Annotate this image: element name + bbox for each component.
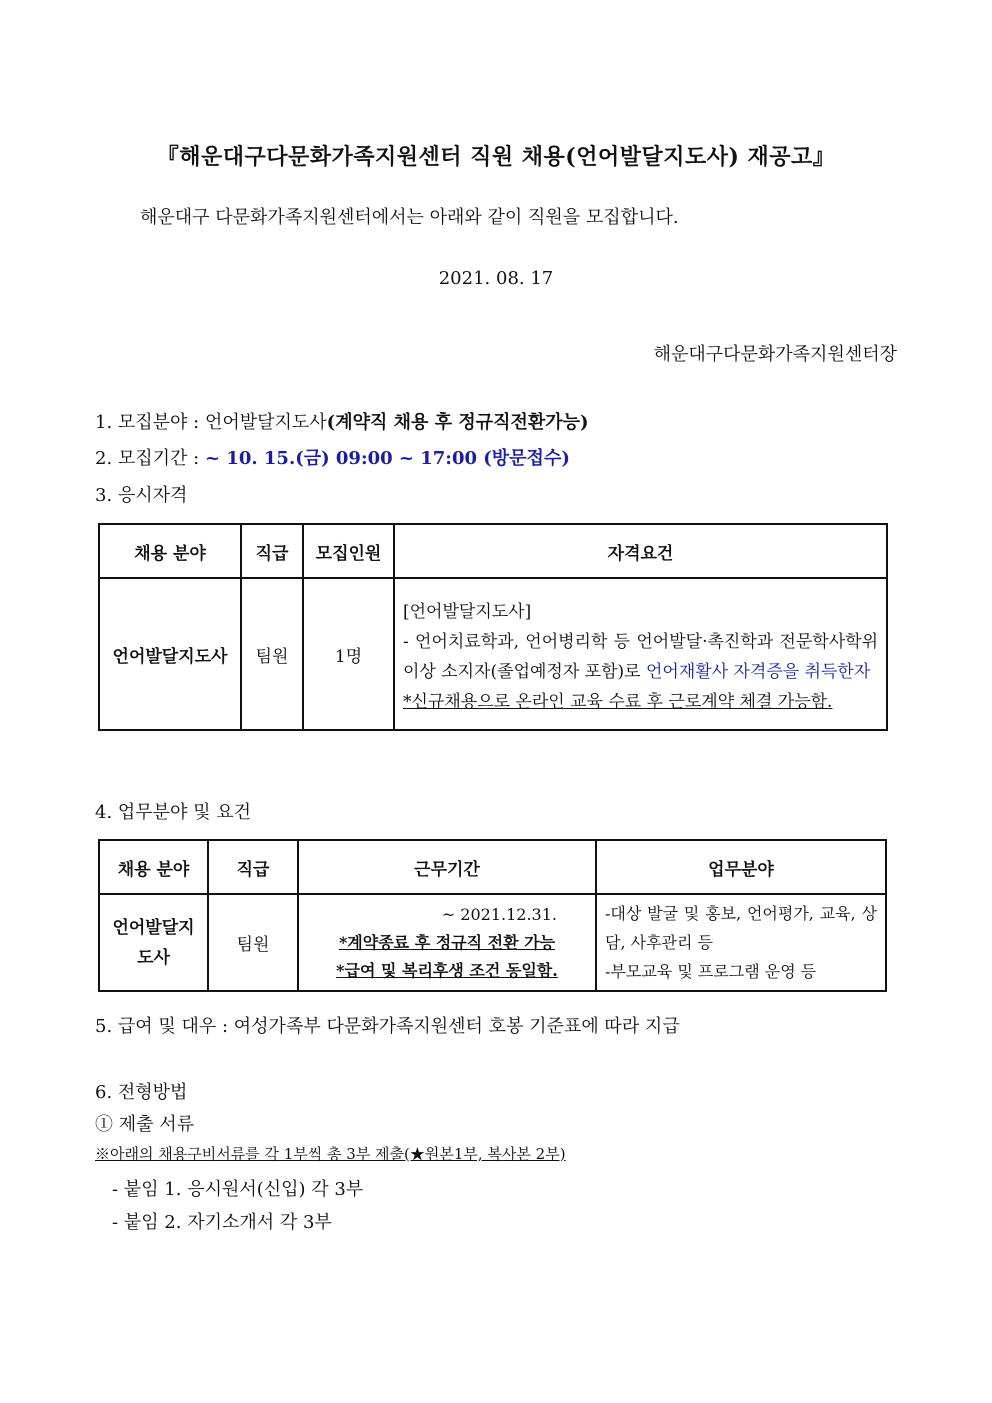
cell-qualification [394, 578, 887, 730]
period-end: ~ 2021.12.31. [441, 904, 557, 924]
header-qualification: 자격요건 [394, 524, 887, 578]
cell-count: 1명 [303, 578, 394, 730]
item-qualification: 3. 응시자격 [95, 485, 188, 506]
attachment-2: - 붙임 2. 자기소개서 각 3부 [112, 1212, 332, 1233]
cell-rank: 팀원 [208, 894, 298, 991]
item-recruit-field-condition: (계약직 채용 후 정규직전환가능) [326, 412, 589, 433]
header-count: 모집인원 [303, 524, 394, 578]
cell-duty [596, 894, 886, 991]
qual-heading: [언어발달지도사] [403, 602, 532, 622]
item-selection: 6. 전형방법 [95, 1082, 188, 1103]
period-note-2: *급여 및 복리후생 조건 동일함. [336, 960, 558, 980]
header-rank: 직급 [208, 840, 298, 894]
item-recruit-field [95, 408, 589, 434]
cell-rank: 팀원 [241, 578, 303, 730]
item-salary: 5. 급여 및 대우 : 여성가족부 다문화가족지원센터 호봉 기준표에 따라 지급 [95, 1016, 680, 1037]
table-header-row [99, 840, 886, 894]
table-row [99, 894, 886, 991]
cell-field: 언어발달지도사 [99, 894, 208, 991]
item-recruit-period [95, 444, 570, 470]
header-period: 근무기간 [298, 840, 596, 894]
cell-period [298, 894, 596, 991]
period-note-1: *계약종료 후 정규직 전환 가능 [338, 932, 556, 952]
header-duty: 업무분야 [596, 840, 886, 894]
qual-text: - 언어치료학과, 언어병리학 등 언어발달·촉진학과 전문학사학위 이상 소지자(졸업예정자 포함)로 [403, 632, 878, 682]
signer: 해운대구다문화가족지원센터장 [653, 344, 897, 365]
table-header-row [99, 524, 887, 578]
header-field: 채용 분야 [99, 524, 241, 578]
documents-note: ※아래의 채용구비서류를 각 1부씩 총 3부 제출(★원본1부, 복사본 2부) [95, 1145, 566, 1163]
intro-text: 해운대구 다문화가족지원센터에서는 아래와 같이 직원을 모집합니다. [140, 207, 679, 228]
item-documents: ① 제출 서류 [95, 1114, 194, 1135]
qual-license: 언어재활사 자격증을 취득한자 [645, 662, 871, 682]
page-title: 『해운대구다문화가족지원센터 직원 채용(언어발달지도사) 재공고』 [156, 144, 836, 170]
item-duties: 4. 업무분야 및 요건 [95, 802, 252, 823]
header-field: 채용 분야 [99, 840, 208, 894]
item-recruit-period-label: 2. 모집기간 : [95, 448, 205, 469]
cell-field: 언어발달지도사 [99, 578, 241, 730]
duties-table [98, 839, 887, 992]
qualification-table [98, 523, 888, 731]
duty-line-1: -대상 발굴 및 홍보, 언어평가, 교육, 상담, 사후관리 등 [605, 904, 877, 952]
table-row [99, 578, 887, 730]
item-recruit-field-label: 1. 모집분야 : 언어발달지도사 [95, 412, 327, 433]
qual-note: *신규채용으로 온라인 교육 수료 후 근로계약 체결 가능함. [403, 692, 833, 712]
attachment-1: - 붙임 1. 응시원서(신입) 각 3부 [112, 1179, 364, 1200]
announcement-date: 2021. 08. 17 [438, 268, 554, 289]
header-rank: 직급 [241, 524, 303, 578]
qual-body [403, 627, 878, 687]
item-recruit-period-value: ~ 10. 15.(금) 09:00 ~ 17:00 (방문접수) [204, 448, 570, 469]
duty-line-2: -부모교육 및 프로그램 운영 등 [605, 962, 817, 981]
